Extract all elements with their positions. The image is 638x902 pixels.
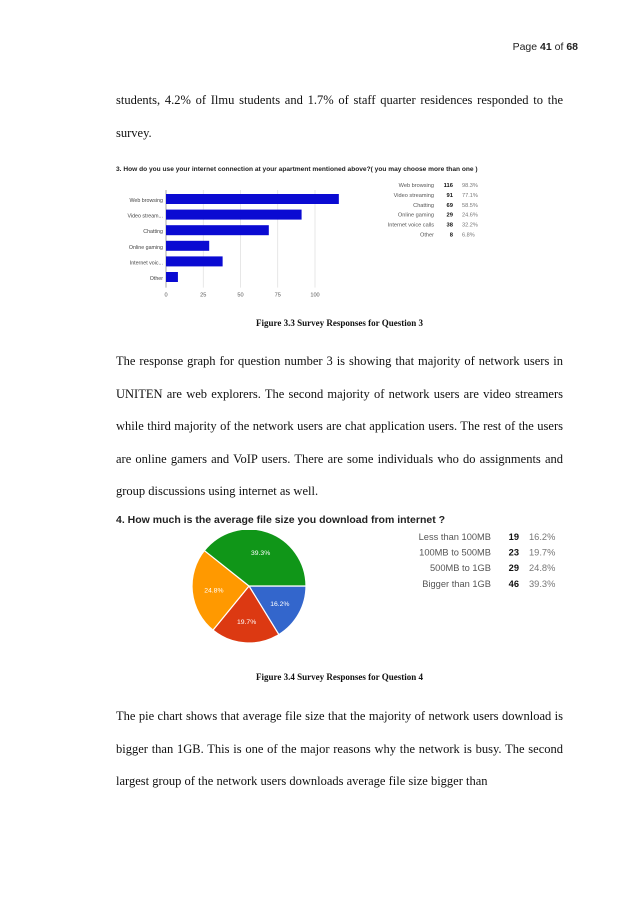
page-of: of <box>554 41 564 53</box>
pie-slice-label: 24.8% <box>204 587 224 595</box>
legend-count: 29 <box>446 212 453 219</box>
page-prefix: Page <box>512 41 538 53</box>
legend-label: Less than 100MB <box>418 532 491 542</box>
chart-title-q3: 3. How do you use your internet connection at your apartment mentioned above?( you may choose more than one ) <box>116 166 478 173</box>
page-total: 68 <box>566 41 578 53</box>
bar <box>166 225 269 235</box>
legend-label: Video streaming <box>393 192 434 199</box>
bar <box>166 272 178 282</box>
bar-chart-q3 <box>116 176 563 306</box>
legend-percent: 58.5% <box>462 202 478 209</box>
category-label: Web browsing <box>129 198 163 204</box>
legend-label: Other <box>420 232 434 239</box>
caption-figure-3-4: Figure 3.4 Survey Responses for Question 4 <box>256 672 423 682</box>
bar <box>166 210 302 220</box>
category-label: Internet voic... <box>129 260 163 267</box>
caption-figure-3-3: Figure 3.3 Survey Responses for Question 3 <box>256 318 423 328</box>
category-label: Chatting <box>143 229 163 236</box>
legend-count: 29 <box>508 563 519 574</box>
x-tick-label: 25 <box>200 292 207 299</box>
page-current: 41 <box>540 41 552 53</box>
paragraph-q3-analysis: The response graph for question number 3 is showing that majority of network users in UNITEN are web explorers. The second majority of network users are video streamers while third majority of the network users are chat application users. The rest of the users are online gamers and VoIP users. There are some individuals who do assignments and group discussions using internet as well. <box>116 354 563 498</box>
pie-slice-label: 19.7% <box>236 618 257 626</box>
legend-count: 116 <box>443 183 453 189</box>
legend-count: 8 <box>449 232 453 239</box>
bar <box>166 194 339 204</box>
figure-question-3 <box>116 166 563 306</box>
legend-percent: 19.7% <box>529 547 556 558</box>
bar <box>166 241 209 251</box>
legend-label: Chatting <box>413 202 434 209</box>
legend-label: Bigger than 1GB <box>422 578 491 589</box>
category-label: Other <box>149 276 163 282</box>
legend-count: 38 <box>446 222 453 229</box>
paragraph-intro: students, 4.2% of Ilmu students and 1.7% of staff quarter residences responded to the survey. <box>116 93 563 140</box>
x-tick-label: 100 <box>310 292 320 299</box>
legend-count: 91 <box>446 192 453 199</box>
legend-percent: 24.8% <box>529 563 556 574</box>
legend-count: 23 <box>508 547 519 558</box>
pie-slice-label: 39.3% <box>250 550 271 558</box>
bar <box>166 256 223 266</box>
figure-question-4 <box>116 514 563 644</box>
legend-label: Online gaming <box>397 212 434 219</box>
pie-slice-label: 16.2% <box>270 600 290 608</box>
legend-count: 19 <box>508 532 519 542</box>
legend-label: Web browsing <box>398 183 434 189</box>
legend-label: 100MB to 500MB <box>419 547 491 558</box>
legend-percent: 32.2% <box>462 222 478 229</box>
legend-percent: 24.6% <box>462 212 478 219</box>
x-tick-label: 75 <box>274 292 281 299</box>
legend-label: 500MB to 1GB <box>430 563 491 574</box>
legend-count: 69 <box>446 202 453 209</box>
category-label: Video stream... <box>127 213 163 220</box>
legend-label: Internet voice calls <box>387 222 434 229</box>
legend-percent: 77.1% <box>462 192 478 199</box>
legend-count: 46 <box>508 578 519 589</box>
paragraph-q4-analysis: The pie chart shows that average file size that the majority of network users download is bigger than 1GB. This is one of the major reasons why the network is busy. The second largest group of the network users downloads average file size bigger than <box>116 709 563 788</box>
page-number <box>513 41 578 53</box>
legend-percent: 6.8% <box>462 232 475 239</box>
category-label: Online gaming <box>128 244 163 251</box>
x-tick-label: 0 <box>164 292 168 299</box>
legend-percent: 16.2% <box>529 532 556 542</box>
chart-title-q4: 4. How much is the average file size you download from internet ? <box>116 514 446 526</box>
x-tick-label: 50 <box>237 292 244 299</box>
legend-percent: 39.3% <box>529 578 556 589</box>
pie-chart-q4 <box>116 530 563 650</box>
legend-percent: 98.3% <box>462 183 478 189</box>
